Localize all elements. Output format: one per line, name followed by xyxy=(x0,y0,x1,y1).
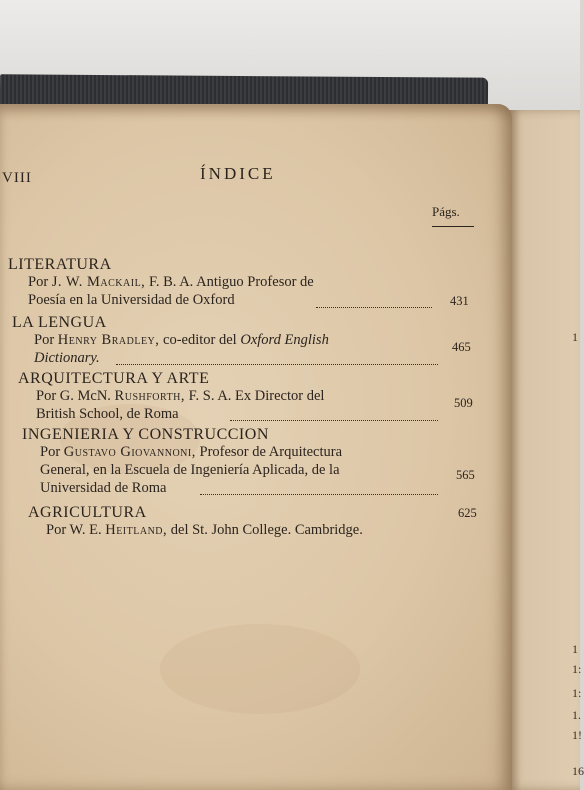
facing-page-fragment: 16 xyxy=(572,764,584,778)
entry-heading: INGENIERIA Y CONSTRUCCION xyxy=(22,426,269,443)
entry-description: F. S. A. Ex Director del xyxy=(188,388,325,404)
entry-heading: LITERATURA xyxy=(8,256,112,273)
entry-description-line: Dictionary. xyxy=(34,350,100,366)
entry-description-italic: Oxford English xyxy=(240,332,329,348)
facing-page-fragment: 1 xyxy=(572,330,578,344)
entry-description-line: Poesía en la Universidad de Oxford xyxy=(28,292,235,308)
entry-author: Rushforth, xyxy=(114,388,186,404)
dot-leader xyxy=(230,420,438,421)
facing-page-fragment: 1: xyxy=(572,662,582,676)
entry-by: Por xyxy=(40,444,61,460)
facing-page-fragment: 1! xyxy=(572,728,582,742)
entry-by: Por W. E. xyxy=(46,522,102,538)
entry-page-number: 465 xyxy=(452,340,471,354)
facing-page-fragment: 1 xyxy=(572,642,578,656)
dot-leader xyxy=(116,364,438,365)
facing-page-fragment: 1. xyxy=(572,708,581,722)
pages-column-header: Págs. xyxy=(432,204,460,219)
facing-page-fragment: 1: xyxy=(572,686,582,700)
entry-author-line xyxy=(36,388,324,405)
entry-author: J. W. Mackail, xyxy=(51,274,146,290)
entry-heading: AGRICULTURA xyxy=(28,504,147,521)
entry-description: co-editor del xyxy=(163,332,237,348)
entry-heading: ARQUITECTURA Y ARTE xyxy=(18,370,210,387)
entry-description-line: British School, de Roma xyxy=(36,406,179,422)
entry-description: Profesor de Arquitectura xyxy=(199,444,343,460)
entry-page-number: 431 xyxy=(450,294,469,308)
entry-page-number: 565 xyxy=(456,468,475,482)
entry-author: Henry Bradley, xyxy=(57,332,160,348)
dot-leader xyxy=(316,307,432,308)
entry-heading: LA LENGUA xyxy=(12,314,107,331)
book-page xyxy=(0,104,512,790)
entry-author: Heitland, xyxy=(105,522,168,538)
header-rule xyxy=(432,226,474,227)
entry-description: F. B. A. Antiguo Profesor de xyxy=(148,274,314,290)
facing-page xyxy=(508,110,584,790)
entry-by: Por xyxy=(28,274,49,290)
entry-page-number: 509 xyxy=(454,396,473,410)
page-title: ÍNDICE xyxy=(200,164,276,183)
entry-description-line: Universidad de Roma xyxy=(40,480,167,496)
entry-author-line xyxy=(28,274,314,291)
entry-description-line: General, en la Escuela de Ingeniería Aplicada, de la xyxy=(40,462,340,478)
entry-page-number: 625 xyxy=(458,506,477,520)
entry-author-line xyxy=(46,522,363,539)
entry-by: Por G. McN. xyxy=(36,388,111,404)
entry-by: Por xyxy=(34,332,55,348)
paper-stain xyxy=(160,624,360,714)
page-number: VIII xyxy=(2,170,32,186)
entry-author-line xyxy=(40,444,342,461)
dot-leader xyxy=(200,494,438,495)
entry-author-line xyxy=(34,332,329,349)
entry-description: del St. John College. Cambridge. xyxy=(170,522,363,538)
entry-author: Gustavo Giovannoni, xyxy=(63,444,196,460)
